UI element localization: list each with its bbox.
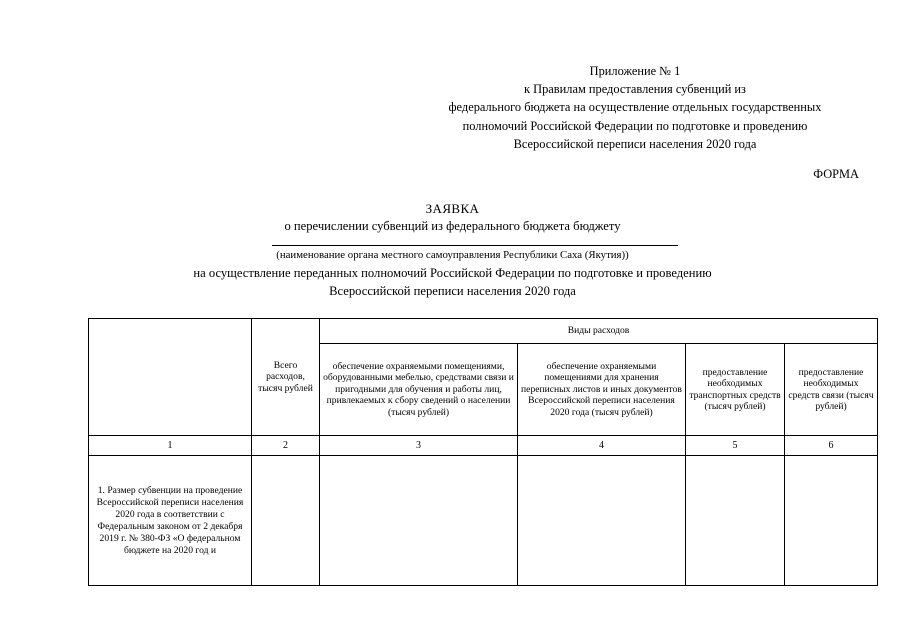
table-row bbox=[89, 456, 878, 586]
document-title: ЗАЯВКА bbox=[425, 201, 480, 216]
annex-line: Всероссийской переписи населения 2020 года bbox=[513, 136, 757, 151]
column-number: 5 bbox=[686, 436, 785, 456]
annex-line: федерального бюджета на осуществление отдельных государственных bbox=[448, 100, 822, 115]
annex-line: к Правилам предоставления субвенций из bbox=[524, 82, 746, 97]
column-number: 1 bbox=[89, 436, 252, 456]
column-number: 4 bbox=[518, 436, 686, 456]
application-table bbox=[88, 318, 878, 586]
header-col-4: обеспечение охраняемыми помещениями для хранения переписных листов и иных документов Всероссийской переписи населения 2020 года (тысяч рублей) bbox=[518, 344, 686, 436]
column-number: 3 bbox=[320, 436, 518, 456]
header-total: Всего расходов, тысяч рублей bbox=[252, 319, 320, 436]
column-number-row bbox=[89, 436, 878, 456]
table-cell bbox=[518, 456, 686, 586]
header-col-6: предоставление необходимых средств связи (тысяч рублей) bbox=[785, 344, 878, 436]
annex-line: полномочий Российской Федерации по подготовке и проведению bbox=[462, 118, 808, 133]
column-number: 6 bbox=[785, 436, 878, 456]
row-label: 1. Размер субвенции на проведение Всероссийской переписи населения 2020 года в соответствии с Федеральным законом от 2 декабря 2019 г. № 380-ФЗ «О федеральном бюджете на 2020 год и bbox=[89, 456, 252, 586]
header-col-5: предоставление необходимых транспортных средств (тысяч рублей) bbox=[686, 344, 785, 436]
header-expense-types: Виды расходов bbox=[320, 319, 878, 344]
table-cell bbox=[320, 456, 518, 586]
annex-line: Приложение № 1 bbox=[589, 64, 681, 78]
fill-in-line bbox=[272, 245, 678, 246]
column-number: 2 bbox=[252, 436, 320, 456]
form-label: ФОРМА bbox=[813, 167, 859, 181]
table-cell bbox=[785, 456, 878, 586]
header-row-label-cell bbox=[89, 319, 252, 436]
table-cell bbox=[252, 456, 320, 586]
subtitle-line-3: Всероссийской переписи населения 2020 года bbox=[329, 284, 576, 298]
fill-in-caption: (наименование органа местного самоуправления Республики Саха (Якутия)) bbox=[276, 249, 629, 261]
subtitle-line-1: о перечислении субвенций из федерального бюджета бюджету bbox=[284, 219, 621, 233]
annex-header bbox=[400, 62, 870, 153]
header-col-3: обеспечение охраняемыми помещениями, оборудованными мебелью, средствами связи и пригодными для обучения и работы лиц, привлекаемых к сбору сведений о населении (тысяч рублей) bbox=[320, 344, 518, 436]
subtitle-line-2: на осуществление переданных полномочий Российской Федерации по подготовке и проведению bbox=[193, 266, 712, 280]
table-cell bbox=[686, 456, 785, 586]
